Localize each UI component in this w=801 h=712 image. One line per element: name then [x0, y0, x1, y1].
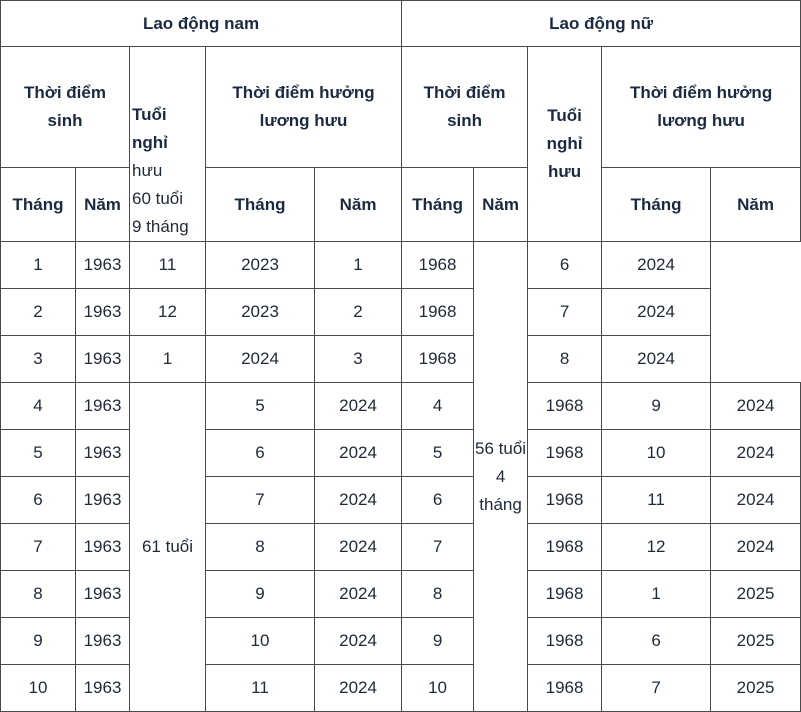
male-retire-age-label: Tuổi nghỉ — [132, 105, 168, 152]
male-birth-time-header: Thời điểm sinh — [1, 47, 130, 168]
male-retire-age-value-2: 61 tuổi — [130, 383, 206, 712]
table-row: 1 1963 11 2023 1 1968 56 tuổi 4 tháng 6 2024 — [1, 242, 801, 289]
female-pension-time-header: Thời điểm hưởng lương hưu — [602, 47, 801, 168]
table-row: 4 1963 61 tuổi 5 2024 4 1968 9 2024 — [1, 383, 801, 430]
table-row: 9 1963 10 2024 9 1968 6 2025 — [1, 618, 801, 665]
male-retire-age-label-tail: hưu — [132, 161, 163, 180]
female-birth-month-header: Tháng — [402, 168, 474, 242]
table-row: 3 1963 1 2024 3 1968 8 2024 — [1, 336, 801, 383]
male-birth-year-header: Năm — [76, 168, 130, 242]
female-pension-year-header: Năm — [711, 168, 801, 242]
male-retire-age-cell-1 — [130, 47, 206, 242]
male-pension-month-header: Tháng — [206, 168, 315, 242]
table-row: 8 1963 9 2024 8 1968 1 2025 — [1, 571, 801, 618]
male-retire-age-value-1: 60 tuổi 9 tháng — [132, 189, 189, 236]
male-pension-year-header: Năm — [315, 168, 402, 242]
female-pension-month-header: Tháng — [602, 168, 711, 242]
female-birth-time-header: Thời điểm sinh — [402, 47, 528, 168]
table-row: 2 1963 12 2023 2 1968 7 2024 — [1, 289, 801, 336]
male-pension-time-header: Thời điểm hưởng lương hưu — [206, 47, 402, 168]
female-birth-year-header: Năm — [474, 168, 528, 242]
female-retire-age-header: Tuổi nghỉ hưu — [528, 47, 602, 242]
male-group-header: Lao động nam — [1, 1, 402, 47]
female-retire-age-value: 56 tuổi 4 tháng — [474, 242, 528, 712]
table-row: 7 1963 8 2024 7 1968 12 2024 — [1, 524, 801, 571]
table-row: 5 1963 6 2024 5 1968 10 2024 — [1, 430, 801, 477]
male-birth-month-header: Tháng — [1, 168, 76, 242]
table-row: 6 1963 7 2024 6 1968 11 2024 — [1, 477, 801, 524]
table-row: 10 1963 11 2024 10 1968 7 2025 — [1, 665, 801, 712]
female-group-header: Lao động nữ — [402, 1, 801, 47]
